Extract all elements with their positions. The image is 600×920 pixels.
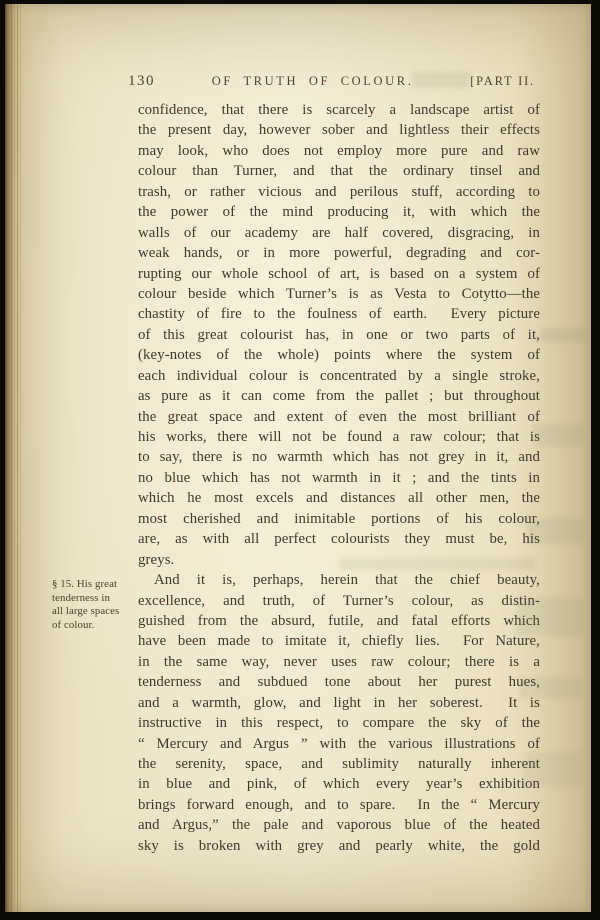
body-text-line: and a warmth, glow, and light in her soberest. It is — [138, 694, 540, 711]
bleed-through-mark — [516, 598, 584, 636]
body-text-line: sky is broken with grey and pearly white, the gold — [138, 837, 540, 854]
bleed-through-mark — [524, 752, 582, 786]
running-title: OF TRUTH OF COLOUR. — [211, 74, 414, 88]
page-body-text — [138, 100, 540, 856]
body-text-line: (key-notes of the whole) points where the system of — [138, 347, 540, 364]
section-sidenote — [52, 578, 138, 632]
body-text-line: walls of our academy are half covered, disgracing, in — [138, 224, 540, 241]
bleed-through-mark — [520, 678, 582, 698]
body-text-line: the great space and extent of even the most brilliant of — [138, 408, 540, 425]
body-text-line: his works, there will not be found a raw colour; that is — [138, 429, 540, 445]
body-text-line: the serenity, space, and sublimity naturally inherent — [138, 756, 540, 772]
body-text-line: excellence, and truth, of Turner’s colour, as distin- — [138, 592, 540, 609]
sidenote-line: all large spaces — [52, 605, 120, 618]
body-text-line: brings forward enough, and to spare. In the “ Mercury — [138, 796, 540, 813]
body-text-line: may look, who does not employ more pure and raw — [138, 142, 540, 159]
page-header — [128, 73, 535, 90]
book-page — [5, 4, 591, 912]
body-text-line: “ Mercury and Argus ” with the various illustrations of — [138, 735, 540, 752]
bleed-through-mark — [527, 518, 585, 544]
sidenote-line: tenderness in — [52, 591, 110, 604]
book-gutter-edge — [5, 4, 47, 912]
body-text-line: trash, or rather vicious and perilous stuff, according to — [138, 183, 540, 200]
bleed-through-mark — [412, 72, 470, 88]
body-text-line: each individual colour is concentrated by a single stroke, — [138, 367, 540, 384]
body-text-line: have been made to imitate it, chiefly lies. For Nature, — [138, 633, 540, 650]
body-text-line: colour than Turner, and that the ordinary tinsel and — [138, 163, 540, 180]
body-text-line: and Argus,” the pale and vaporous blue of the heated — [138, 817, 540, 834]
body-text-line: as pure as it can come from the pallet ; but throughout — [138, 388, 540, 405]
body-text-line: colour beside which Turner’s is as Vesta to Cotytto—the — [138, 285, 540, 302]
body-text-line: to say, there is no warmth which has not grey in it, and — [138, 449, 540, 466]
body-text-line: rupting our whole school of art, is based on a system of — [138, 265, 540, 282]
body-text-line: greys. — [138, 551, 175, 568]
body-text-line: the present day, however sober and lightless their effects — [138, 122, 540, 139]
body-text-line: which he most excels and distances all other men, the — [138, 490, 540, 507]
body-text-line: guished from the absurd, futile, and fatal efforts which — [138, 612, 540, 629]
sidenote-line: of colour. — [52, 618, 95, 631]
body-text-line: no blue which has not warmth in it ; and the tints in — [138, 469, 540, 486]
body-text-line: instructive in this respect, to compare the sky of the — [138, 715, 540, 732]
body-text-line: tenderness and subdued tone about her purest hues, — [138, 674, 540, 691]
body-text-line: the power of the mind producing it, with which the — [138, 204, 540, 221]
part-label: [PART II. — [470, 74, 535, 88]
body-text-line: are, as with all perfect colourists they must be, his — [138, 531, 540, 548]
bleed-through-mark — [533, 424, 585, 446]
bleed-through-mark — [340, 558, 536, 570]
body-text-line: most cherished and inimitable portions of his colour, — [138, 510, 540, 527]
body-text-line: chastity of fire to the foulness of earth. Every picture — [138, 306, 540, 323]
body-text-line: of this great colourist has, in one or two parts of it, — [138, 326, 540, 343]
body-text-line: weak hands, or in more powerful, degrading and cor- — [138, 245, 540, 262]
page-number: 130 — [128, 73, 155, 89]
body-text-line: confidence, that there is scarcely a landscape artist of — [138, 102, 540, 118]
sidenote-line: § 15. His great — [52, 578, 118, 590]
bleed-through-mark — [540, 328, 586, 342]
body-text-line: in the same way, never uses raw colour; there is a — [138, 653, 540, 670]
body-text-line: And it is, perhaps, herein that the chief beauty, — [154, 572, 540, 589]
body-text-line: in blue and pink, of which every year’s exhibition — [138, 776, 540, 793]
